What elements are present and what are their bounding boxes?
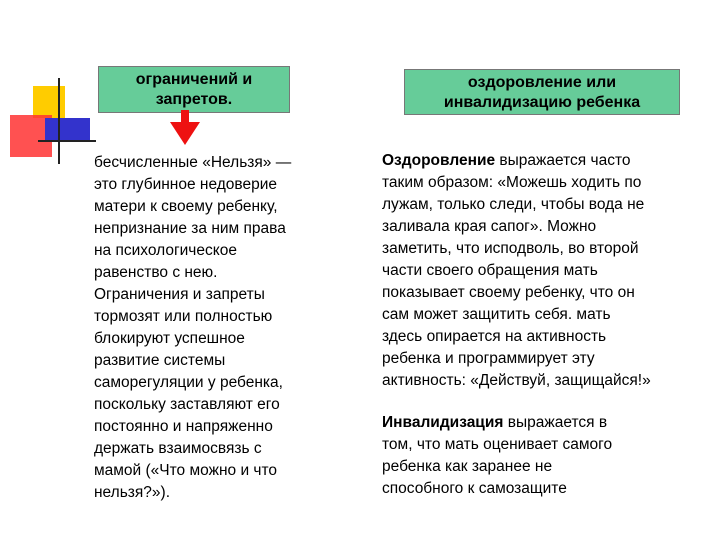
health-term: Оздоровление xyxy=(382,152,496,169)
left-line: поскольку заставляют его xyxy=(94,396,280,413)
left-line: постоянно и напряженно xyxy=(94,418,273,435)
health-paragraph xyxy=(382,150,700,392)
decor-yellow-square xyxy=(33,86,65,118)
disability-first-line-rest: выражается в xyxy=(503,414,608,431)
left-line: держать взаимосвязь с xyxy=(94,440,262,457)
right-line: ребенка как заранее не xyxy=(382,458,553,475)
left-line: Ограничения и запреты xyxy=(94,286,265,303)
right-text-block xyxy=(382,150,700,500)
right-line: способного к самозащите xyxy=(382,480,567,497)
header-box-health-or-disability xyxy=(404,69,680,115)
left-line: равенство с нею. xyxy=(94,264,218,281)
decor-horizontal-line xyxy=(38,140,96,142)
right-line: лужам, только следи, чтобы вода не xyxy=(382,196,645,213)
left-line: тормозят или полностью xyxy=(94,308,273,325)
header-left-line2: запретов. xyxy=(155,91,233,108)
right-line: показывает своему ребенку, что он xyxy=(382,284,635,301)
left-line: бесчисленные «Нельзя» — xyxy=(94,154,292,171)
right-line: ребенка и программирует эту xyxy=(382,350,595,367)
right-line: активность: «Действуй, защищайся!» xyxy=(382,372,651,389)
left-line: мамой («Что можно и что xyxy=(94,462,278,479)
disability-paragraph xyxy=(382,412,700,500)
header-right-line1: оздоровление или xyxy=(467,74,617,91)
header-right-line2: инвалидизацию ребенка xyxy=(443,94,641,111)
health-first-line-rest: выражается часто xyxy=(495,152,631,169)
left-line: это глубинное недоверие xyxy=(94,176,277,193)
left-line: блокируют успешное xyxy=(94,330,245,347)
header-box-restrictions xyxy=(98,66,290,113)
right-line xyxy=(382,412,700,434)
left-line: матери к своему ребенку, xyxy=(94,198,278,215)
decor-vertical-line xyxy=(58,78,60,164)
left-line: на психологическое xyxy=(94,242,237,259)
header-left-line1: ограничений и xyxy=(135,71,253,88)
right-line: сам может защитить себя. мать xyxy=(382,306,611,323)
right-line: таким образом: «Можешь ходить по xyxy=(382,174,642,191)
right-line: заливала края сапог». Можно xyxy=(382,218,597,235)
arrow-down-icon xyxy=(168,110,202,146)
right-line: том, что мать оценивает самого xyxy=(382,436,613,453)
right-line: заметить, что исподволь, во второй xyxy=(382,240,639,257)
right-line xyxy=(382,150,700,172)
left-text-block xyxy=(94,152,334,504)
right-line: части своего обращения мать xyxy=(382,262,598,279)
left-line: нельзя?»). xyxy=(94,484,170,501)
right-line: здесь опирается на активность xyxy=(382,328,607,345)
left-line: саморегуляции у ребенка, xyxy=(94,374,283,391)
left-line: непризнание за ним права xyxy=(94,220,286,237)
decor-blue-square xyxy=(45,118,90,140)
left-line: развитие системы xyxy=(94,352,226,369)
disability-term: Инвалидизация xyxy=(382,414,504,431)
